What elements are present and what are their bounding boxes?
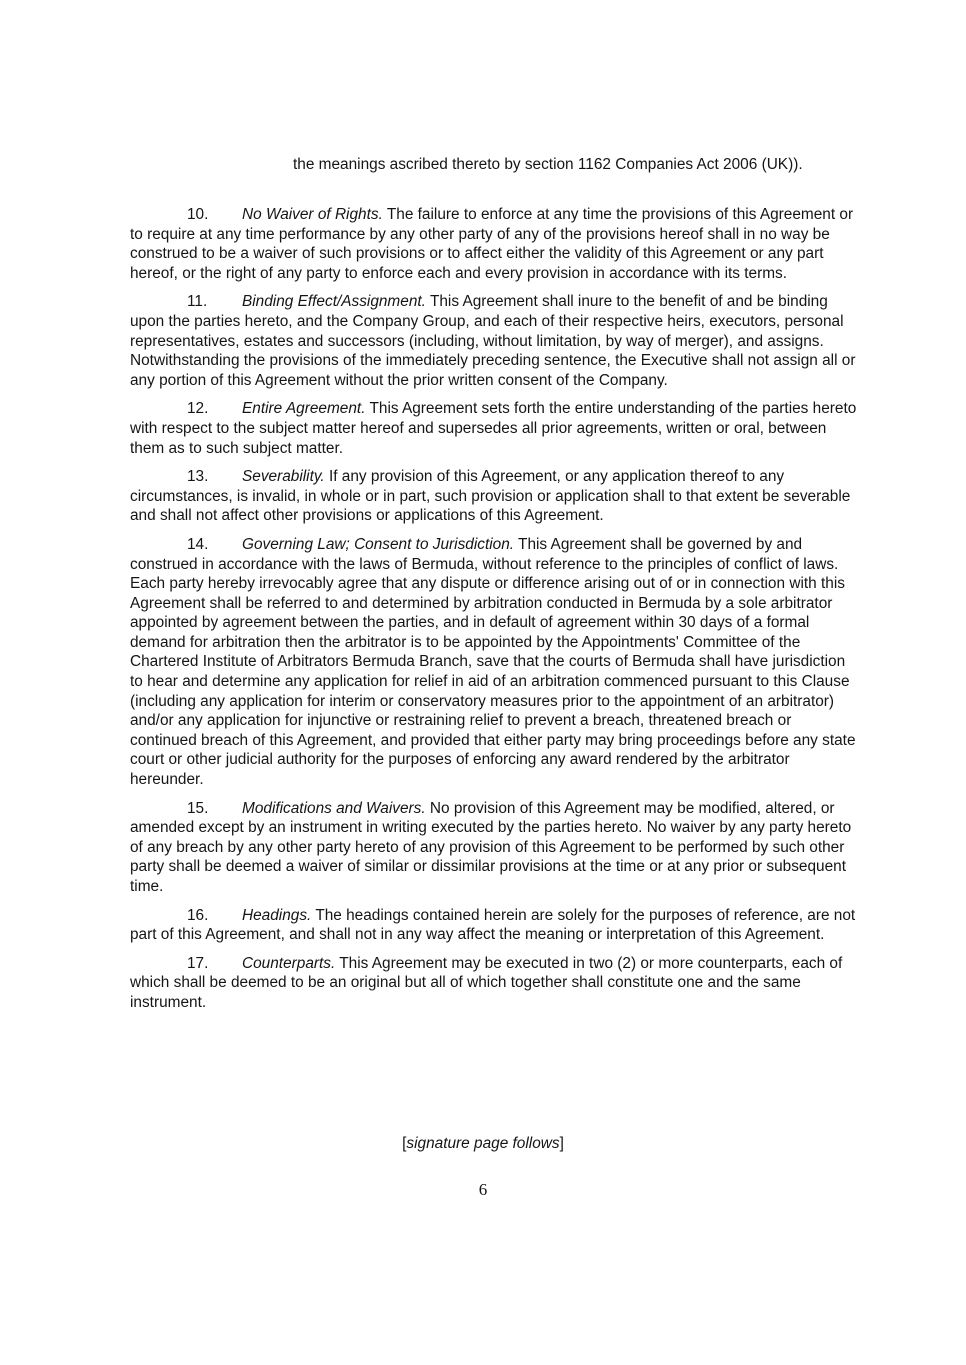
section-heading: Headings. — [242, 906, 312, 924]
continuation-text: the meanings ascribed thereto by section 1162 Companies Act 2006 (UK)). — [293, 156, 803, 173]
section-heading: Counterparts. — [242, 954, 336, 972]
section-heading: Modifications and Waivers. — [242, 799, 426, 817]
section-number: 11. — [187, 293, 208, 311]
section-number: 12. — [187, 400, 209, 418]
section-15 — [130, 799, 861, 897]
section-body: This Agreement may be executed in two (2) or more counterparts, each of which shall be deemed to be an original but all of which together shall constitute one and the same instrument. — [130, 954, 843, 1011]
section-body: The headings contained herein are solely for the purposes of reference, are not part of this Agreement, and shall not in any way affect the meaning or interpretation of this Agreement. — [130, 906, 856, 944]
section-body: This Agreement shall inure to the benefit of and be binding upon the parties hereto, and the Company Group, and each of their respective heirs, executors, personal representatives, estates and successors (including, without limitation, by way of merger), and assigns. Notwithstanding the provisions of the immediately preceding sentence, the Executive shall not assign all or any portion of this Agreement without the prior written consent of the Company. — [130, 293, 856, 389]
section-heading: Governing Law; Consent to Jurisdiction. — [242, 535, 515, 553]
section-17 — [130, 954, 861, 1013]
section-16 — [130, 906, 861, 945]
section-body: If any provision of this Agreement, or any application thereof to any circumstances, is invalid, in whole or in part, such provision or application shall to that extent be severable and shall not affect other provisions or applications of this Agreement. — [130, 468, 851, 525]
section-number: 17. — [187, 954, 209, 972]
section-heading: Binding Effect/Assignment. — [242, 293, 426, 311]
section-10 — [130, 205, 861, 283]
section-heading: Entire Agreement. — [242, 400, 366, 418]
section-number: 10. — [187, 206, 209, 223]
section-number: 13. — [187, 468, 209, 486]
section-11 — [130, 292, 861, 390]
section-body: No provision of this Agreement may be modified, altered, or amended except by an instrument in writing executed by the parties hereto. No waiver by any party hereto of any breach by any other party hereto of any provision of this Agreement to be performed by such other party shall be deemed a waiver of similar or dissimilar provisions at the time or at any prior or subsequent time. — [130, 799, 852, 895]
section-number: 16. — [187, 906, 209, 924]
signature-page-note: [signature page follows] — [402, 1135, 564, 1152]
section-heading: No Waiver of Rights. — [242, 206, 383, 223]
section-number: 14. — [187, 535, 209, 553]
section-body: This Agreement shall be governed by and construed in accordance with the laws of Bermuda, without reference to the principles of conflict of laws. Each party hereby irrevocably agree that any dispute or difference arising out of or in connection with this Agreement shall be referred to and determined by arbitration conducted in Bermuda by a sole arbitrator appointed by agreement between the parties, and in default of agreement within 30 days of a formal demand for arbitration then the arbitrator is to be appointed by the Appointments' Committee of the Chartered Institute of Arbitrators Bermuda Branch, save that the courts of Bermuda shall have jurisdiction to hear and determine any application for relief in aid of an arbitration commenced pursuant to this Clause (including any application for interim or conservatory measures prior to the appointment of an arbitrator) and/or any application for injunctive or restraining relief to prevent a breach, threatened breach or continued breach of this Agreement, and provided that either party may bring proceedings before any state court or other judicial authority for the purposes of enforcing any award rendered by the arbitrator hereunder. — [130, 535, 856, 789]
section-body: This Agreement sets forth the entire understanding of the parties hereto with respect to the subject matter hereof and supersedes all prior agreements, written or oral, between them as to such subject matter. — [130, 400, 857, 457]
section-body: The failure to enforce at any time the provisions of this Agreement or to require at any time performance by any other party of any of the provisions hereof shall in no way be construed to be a waiver of such provisions or to affect either the validity of this Agreement or any part hereof, or the right of any party to enforce each and every provision in accordance with its terms. — [130, 206, 854, 282]
section-14 — [130, 535, 861, 790]
page-number: 6 — [478, 1180, 488, 1199]
section-13 — [130, 467, 861, 526]
sections-list — [130, 205, 861, 1022]
section-12 — [130, 399, 861, 458]
signature-note-text: signature page follows — [406, 1135, 560, 1152]
section-heading: Severability. — [242, 468, 325, 486]
section-number: 15. — [187, 799, 209, 817]
